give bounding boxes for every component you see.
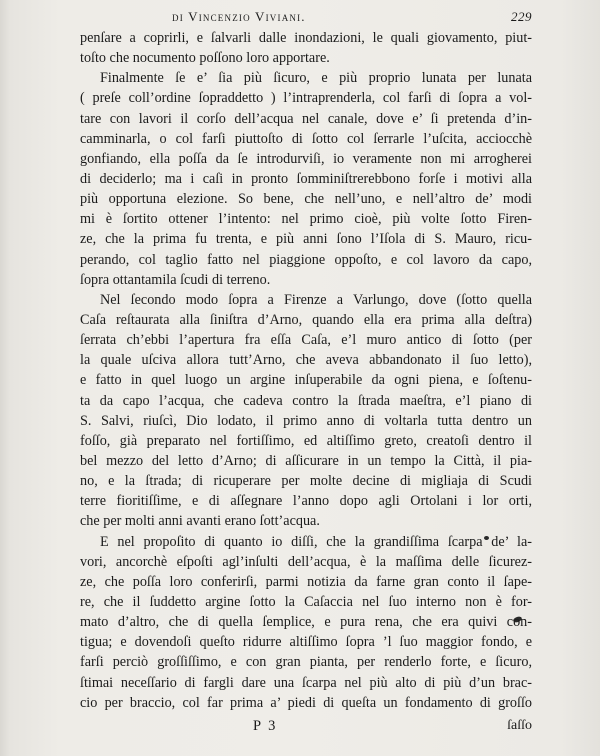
text-line: S. Salvi, riuſcì, Dio lodato, il primo anno di voltarla tutta dentro un (80, 412, 532, 429)
text-line: la quale uſciva allora tutt’Arno, che aveva abbandonato il ſuo letto), (80, 352, 532, 369)
page-footer (80, 715, 532, 737)
signature-mark: P 3 (253, 717, 278, 734)
page-number: 229 (511, 9, 532, 24)
text-line: tigua; e dovendoſi queſto ridurre altiſſimo ſopra ’l ſuo maggior fondo, e (80, 634, 532, 651)
text-line: vori, ancorchè eſpoſti agl’inſulti dell’acqua, è la maſſima delle ſicurez- (80, 553, 532, 570)
text-line: bel mezzo del letto d’Arno; di aſſicurare in un tempo la Città, il pia- (80, 452, 532, 469)
text-line: Finalmente ſe e’ ſia più ſicuro, e più proprio lunata per lunata (100, 70, 532, 87)
text-line: ( preſe coll’ordine ſopraddetto ) l’intraprenderla, col farſi di ſopra a vol- (80, 90, 532, 107)
text-line: Caſa reſtaurata alla ſiniſtra d’Arno, quando ella era prima alla deſtra) (80, 311, 532, 328)
text-line: gonfiando, ella poſſa da ſe introdurviſi, io veramente non mi arrogherei (80, 150, 532, 167)
text-line: mi è ſortito ottener l’intento: nel primo cioè, più volte ſotto Firen- (80, 211, 532, 228)
body-text (80, 28, 532, 713)
text-line: mato d’altro, che di quella ſemplice, e pura rena, che era quivi con- (80, 614, 532, 631)
text-line: foſſo, già preparato nel fortiſſimo, ed altiſſimo greto, creatoſi dentro il (80, 432, 532, 449)
text-line: ze, che la prima fu trenta, e più anni ſono l’Iſola di S. Mauro, ricu- (80, 231, 532, 248)
text-line: terre fioritiſſime, e di aſſegnare l’anno dopo agli Ortolani i lor orti, (80, 493, 532, 510)
catchword: ſaſſo (507, 717, 532, 733)
text-line: ze, che poſſa loro conferirſi, parmi notizia da farne gran conto il ſape- (80, 573, 532, 590)
text-line: Nel ſecondo modo ſopra a Firenze a Varlungo, dove (ſotto quella (100, 291, 532, 308)
text-line: penſare a coprirli, e ſalvarli dalle inondazioni, le quali giovamento, piut- (80, 30, 532, 46)
text-line: re, che il ſuddetto argine ſotto la Caſaccia nel ſuo interno non è for- (80, 593, 532, 610)
text-line: ſerrata ch’ebbi l’apertura fra eſſa Caſa, e’l muro antico di ſotto (per (80, 332, 532, 349)
text-line: toſto che nocumento poſſono loro apportare. (80, 50, 330, 67)
text-line: camminarla, o col farſi piuttoſto di ſotto col ſerrarle l’uſcita, acciocchè (80, 130, 532, 147)
text-line: ſtimai neceſſario di fargli dare una ſcarpa nel più alto di più d’un brac- (80, 674, 532, 691)
text-line: e fatto in quel luogo un argine inſuperabile da ogni piena, e ſoſtenu- (80, 372, 532, 389)
text-line: E nel propoſito di quanto io diſſi, che la grandiſſima ſcarpa de’ la- (100, 533, 532, 550)
running-head (80, 6, 532, 28)
text-line: farſi perciò groſſiſſimo, e con gran pianta, per renderlo forte, e ſicuro, (80, 654, 532, 671)
text-line: no, e la ſtrada; di ricuperare per molte decine di migliaja di Scudi (80, 473, 532, 490)
running-head-title: di Vincenzio Viviani. (172, 9, 306, 24)
text-line: perando, col taglio fatto nel piaggione oppoſto, e col lavoro da capo, (80, 251, 532, 268)
page-text-block (80, 6, 532, 737)
text-line: più opportuna elezione. So bene, che nell’uno, e nell’altro de’ modi (80, 191, 532, 208)
text-line: di deciderlo; ma i caſi in pronto ſomminiſtrerebbono forſe i motivi alla (80, 170, 532, 187)
text-line: cio per braccio, col far prima a’ piedi di queſta un fondamento di groſſo (80, 694, 532, 711)
text-line: tare con lavori il corſo dell’acqua nel canale, dove e’ ſi pretenda d’in- (80, 110, 532, 127)
text-line: ſopra ottantamila ſcudi di terreno. (80, 271, 271, 288)
text-line: che per molti anni avanti erano ſott’acqua. (80, 513, 320, 530)
text-line: ta da capo l’acqua, che cadeva contro la ſtrada maeſtra, e’l piano di (80, 392, 532, 409)
